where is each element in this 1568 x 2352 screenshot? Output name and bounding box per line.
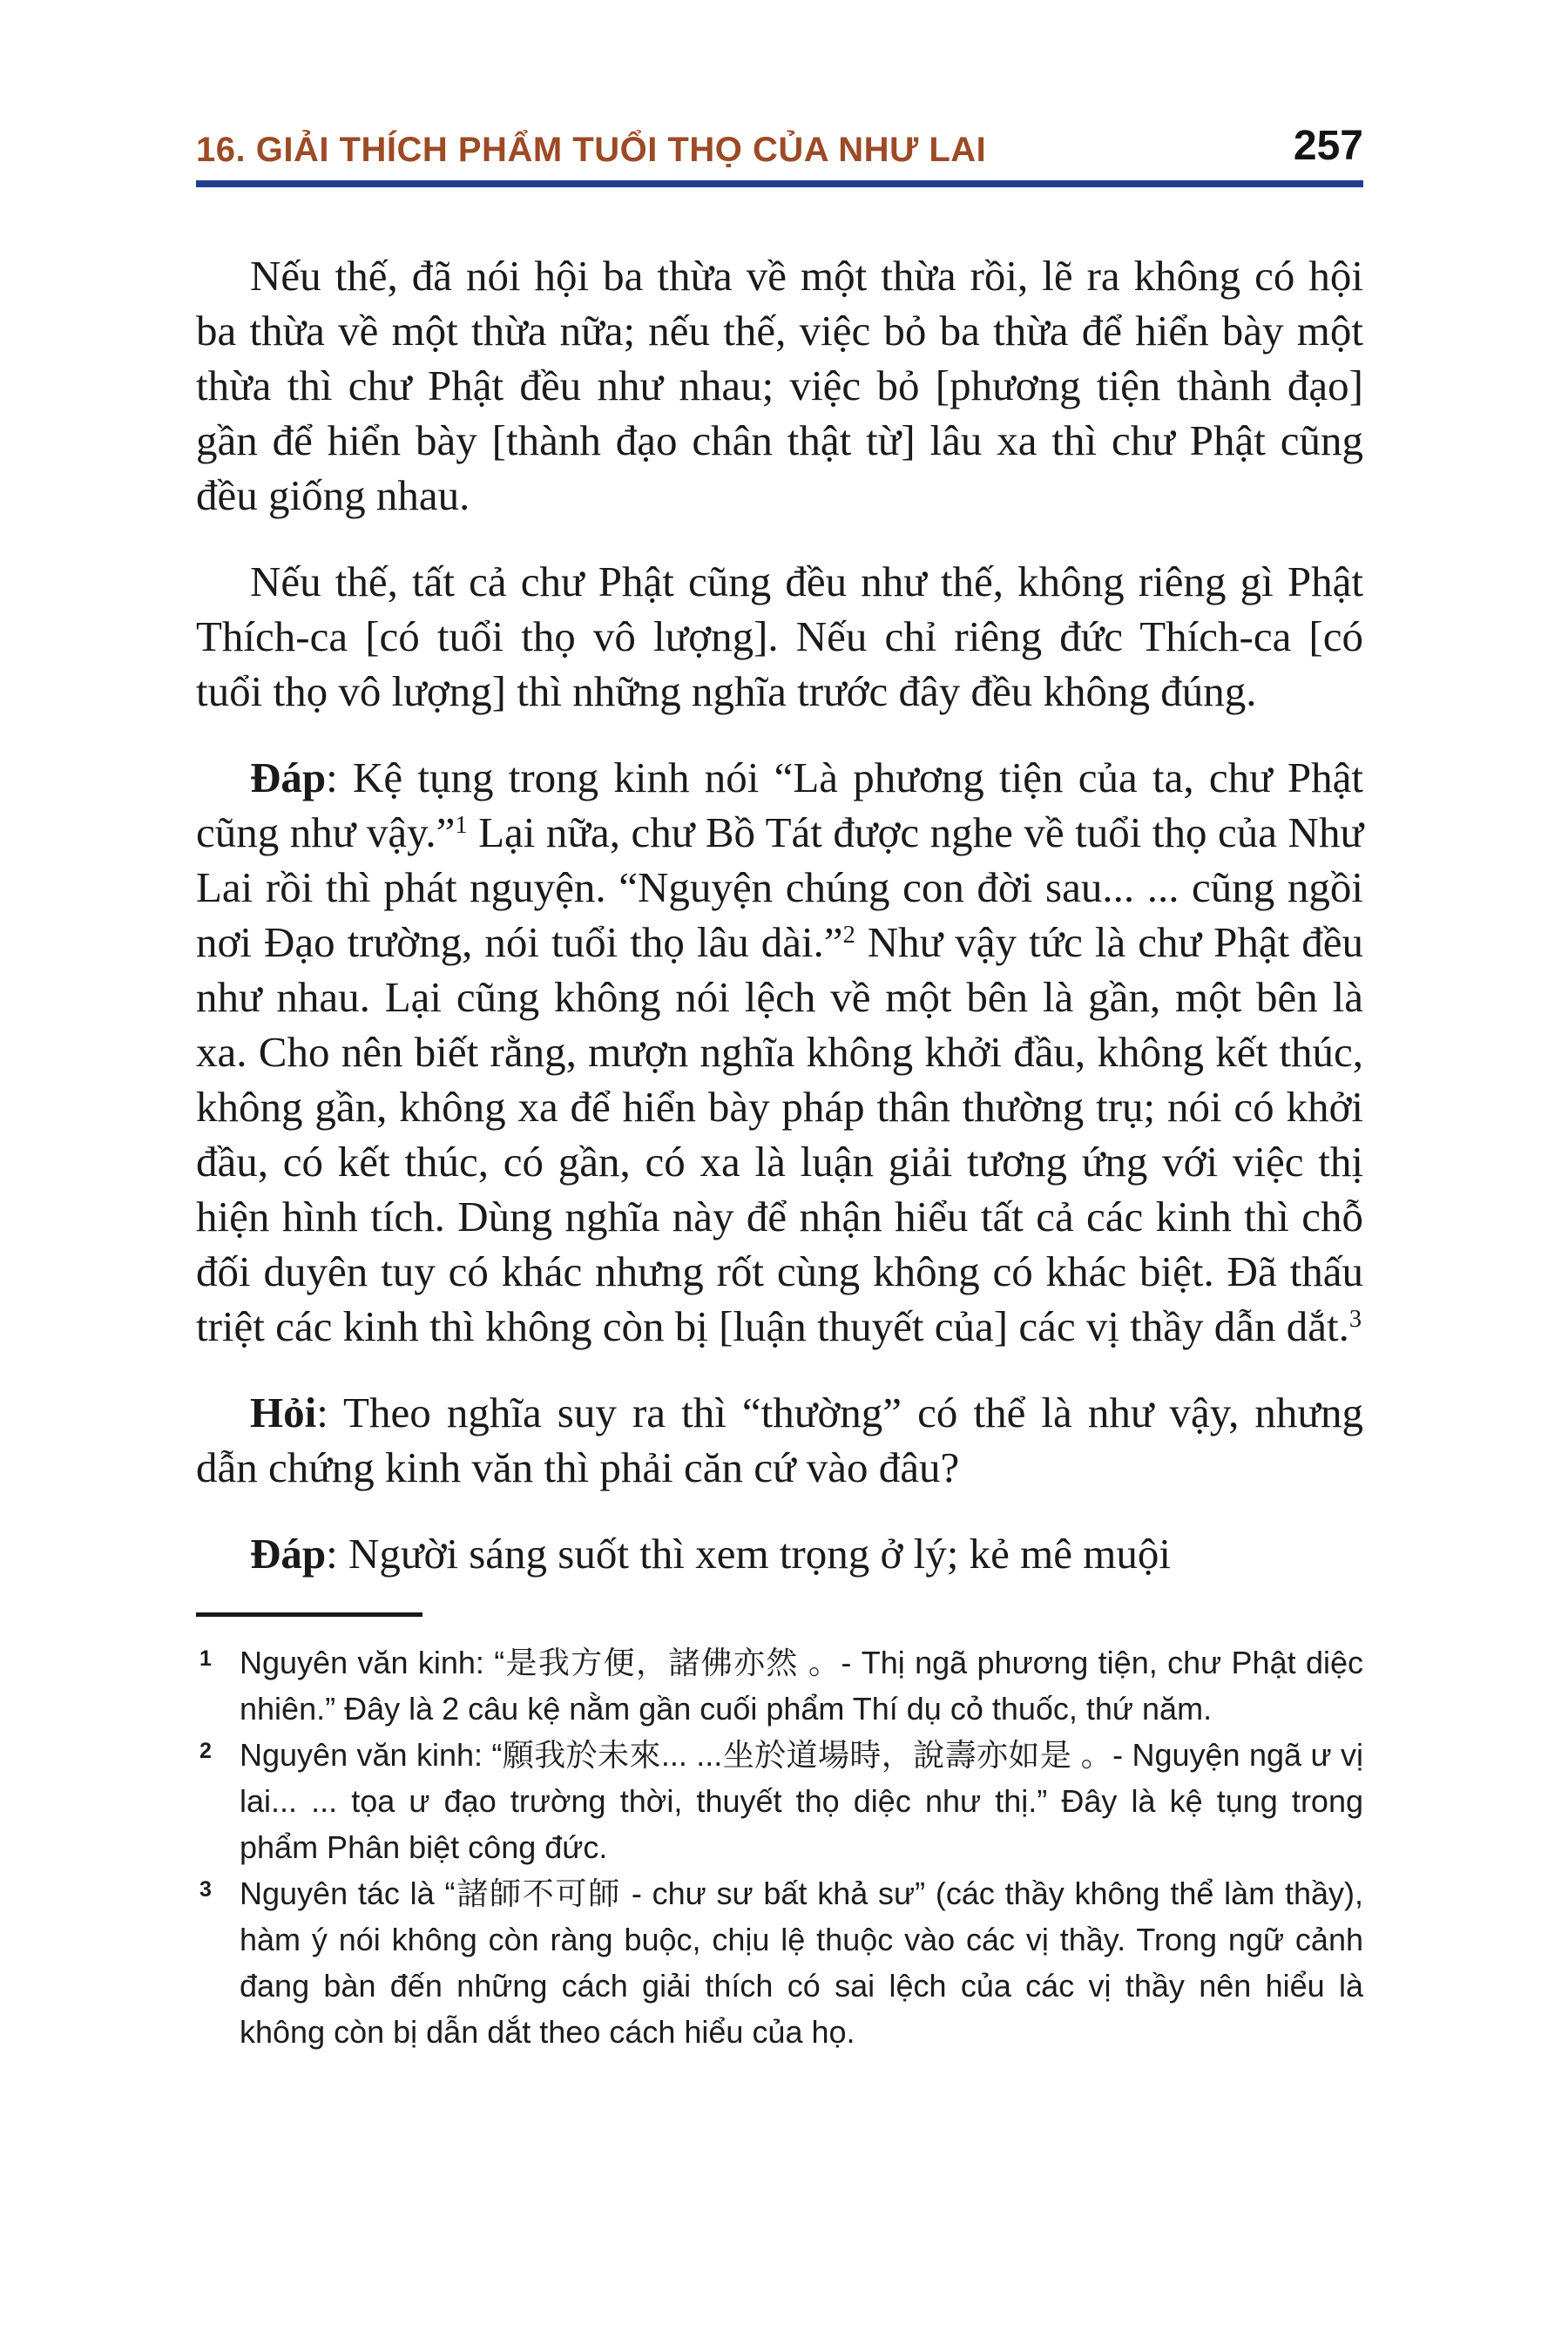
- footnotes: [196, 1639, 1363, 2055]
- paragraph-text: Nếu thế, đã nói hội ba thừa về một thừa rồi, lẽ ra không có hội ba thừa về một thừa nữa; nếu thế, việc bỏ ba thừa để hiển bày một thừa thì chư Phật đều như nhau; việc bỏ [phương tiện thành đạo] gần để hiển bày [thành đạo chân thật từ] lâu xa thì chư Phật cũng đều giống nhau.: [196, 252, 1363, 519]
- paragraph-text: Lại nữa, chư Bồ Tát được nghe về tuổi thọ của Như Lai rồi thì phát nguyện. “Nguyện chúng con đời sau... ... cũng ngồi nơi Đạo trường, nói tuổi thọ lâu dài.”: [196, 808, 1364, 966]
- footnote-item: [196, 1732, 1363, 1870]
- paragraph-lead-word: Đáp: [250, 1530, 327, 1578]
- page-content: [196, 0, 1363, 2055]
- header-rule: [196, 180, 1363, 187]
- paragraph-text: Như vậy tức là chư Phật đều như nhau. Lại cũng không nói lệch về một bên là gần, một bên là xa. Cho nên biết rằng, mượn nghĩa không khởi đầu, không kết thúc, không gần, không xa để hiển bày pháp thân thường trụ; nói có khởi đầu, có kết thúc, có gần, có xa là luận giải tương ứng với việc thị hiện hình tích. Dùng nghĩa này để nhận hiểu tất cả các kinh thì chỗ đối duyên tuy có khác nhưng rốt cùng không có khác biệt. Đã thấu triệt các kinh thì không còn bị [luận thuyết của] các vị thầy dẫn dắt.: [196, 918, 1363, 1350]
- body-paragraph: [196, 554, 1363, 719]
- footnote-reference: 2: [842, 922, 855, 950]
- footnote-marker: 3: [199, 1877, 212, 1902]
- footnote-item: [196, 1870, 1363, 2055]
- paragraph-lead-word: Đáp: [250, 754, 327, 801]
- paragraph-text: Nếu thế, tất cả chư Phật cũng đều như thế, không riêng gì Phật Thích-ca [có tuổi thọ vô lượng]. Nếu chỉ riêng đức Thích-ca [có tuổi thọ vô lượng] thì những nghĩa trước đây đều không đúng.: [196, 558, 1363, 715]
- paragraph-lead-word: Hỏi: [250, 1389, 317, 1436]
- page-number: 257: [1293, 123, 1363, 169]
- body-paragraph: [196, 750, 1363, 1354]
- footnote-separator: [196, 1612, 422, 1617]
- body-paragraph: [196, 1526, 1363, 1581]
- footnote-text: Nguyên văn kinh: “是我方便，諸佛亦然 。- Thị ngã phương tiện, chư Phật diệc nhiên.” Đây là 2 câu kệ nằm gần cuối phẩm Thí dụ cỏ thuốc, thứ năm.: [240, 1645, 1363, 1727]
- body-text: [196, 248, 1363, 1581]
- footnote-text: Nguyên văn kinh: “願我於未來... ...坐於道場時，說壽亦如是 。- Nguyện ngã ư vị lai... ... tọa ư đạo trường thời, thuyết thọ diệc như thị.” Đây là kệ tụng trong phẩm Phân biệt công đức.: [240, 1737, 1363, 1865]
- paragraph-text: : Người sáng suốt thì xem trọng ở lý; kẻ mê muội: [326, 1530, 1171, 1578]
- footnote-item: [196, 1639, 1363, 1732]
- body-paragraph: [196, 248, 1363, 523]
- chapter-title: 16. GIẢI THÍCH PHẨM TUỔI THỌ CỦA NHƯ LAI: [196, 131, 987, 169]
- footnote-reference: 3: [1348, 1306, 1362, 1334]
- footnote-reference: 1: [455, 812, 468, 840]
- footnote-text: Nguyên tác là “諸師不可師 - chư sư bất khả sư” (các thầy không thể làm thầy), hàm ý nói không còn ràng buộc, chịu lệ thuộc vào các vị thầy. Trong ngữ cảnh đang bàn đến những cách giải thích có sai lệch của các vị thầy nên hiểu là không còn bị dẫn dắt theo cách hiểu của họ.: [240, 1876, 1363, 2050]
- paragraph-text: : Theo nghĩa suy ra thì “thường” có thể là như vậy, nhưng dẫn chứng kinh văn thì phải căn cứ vào đâu?: [196, 1389, 1363, 1491]
- footnote-marker: 1: [199, 1646, 212, 1671]
- footnote-marker: 2: [199, 1739, 212, 1763]
- paragraph-text: : Kệ tụng trong kinh nói “Là phương tiện của ta, chư Phật cũng như vậy.”: [196, 754, 1363, 856]
- running-header: [196, 0, 1363, 170]
- body-paragraph: [196, 1385, 1363, 1495]
